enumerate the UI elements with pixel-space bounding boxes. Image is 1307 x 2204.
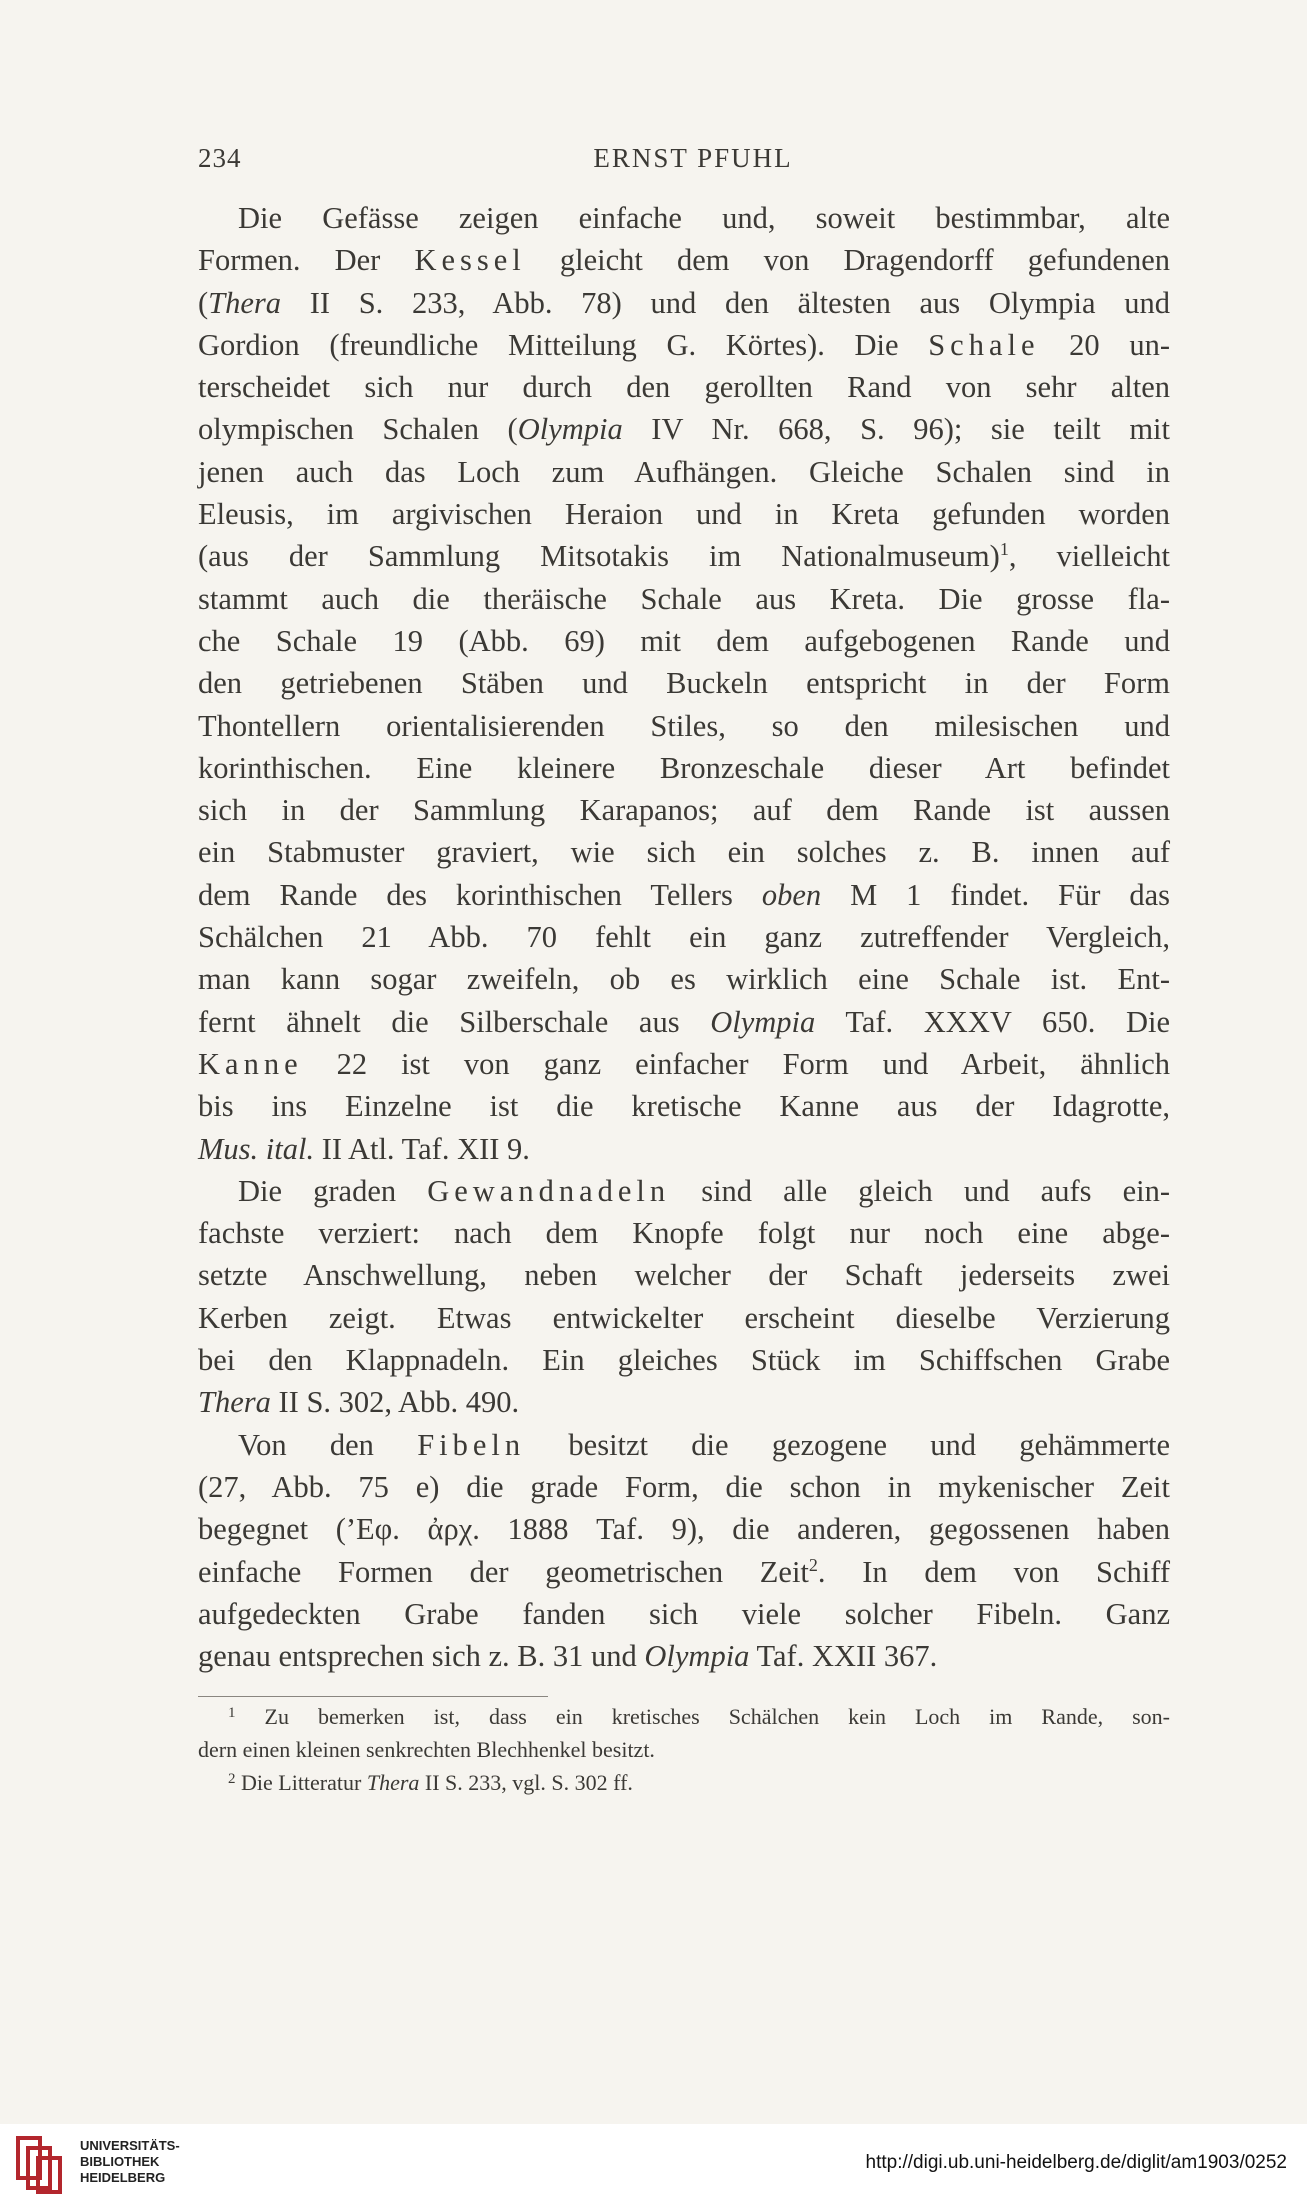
text-line: Eleusis, im argivischen Heraion und in Kreta gefunden worden: [198, 497, 1170, 532]
text-line: den getriebenen Stäben und Buckeln entspricht in der Form: [198, 666, 1170, 701]
text-line: fernt ähnelt die Silberschale aus Olympia Taf. XXXV 650. Die: [198, 1004, 1170, 1039]
running-head: ERNST PFUHL: [593, 143, 793, 173]
text-line: che Schale 19 (Abb. 69) mit dem aufgebogenen Rande und: [198, 623, 1170, 658]
text-line: jenen auch das Loch zum Aufhängen. Gleiche Schalen sind in: [198, 454, 1170, 489]
text-line: setzte Anschwellung, neben welcher der Schaft jederseits zwei: [198, 1258, 1170, 1293]
text-line: Die graden Gewandnadeln sind alle gleich und aufs ein-: [238, 1173, 1170, 1208]
footer-bar: [0, 2124, 1307, 2204]
text-line: begegnet (’Eφ. ἀρχ. 1888 Taf. 9), die anderen, gegossenen haben: [198, 1512, 1170, 1547]
page-number: 234: [198, 143, 242, 173]
library-name: UNIVERSITÄTS- BIBLIOTHEK HEIDELBERG: [80, 2138, 180, 2185]
text-line: aufgedeckten Grabe fanden sich viele solcher Fibeln. Ganz: [198, 1596, 1170, 1631]
text-line: einfache Formen der geometrischen Zeit$^2$. In dem von Schiff: [198, 1554, 1170, 1589]
page-header: [198, 143, 1188, 183]
library-logo-icon: [14, 2134, 66, 2196]
text-line: Kanne 22 ist von ganz einfacher Form und Arbeit, ähnlich: [198, 1046, 1170, 1081]
text-line: (27, Abb. 75 e) die grade Form, die schon in mykenischer Zeit: [198, 1469, 1170, 1504]
text-line: korinthischen. Eine kleinere Bronzeschale dieser Art befindet: [198, 750, 1170, 785]
body-text: [198, 197, 1170, 1677]
text-line: sich in der Sammlung Karapanos; auf dem Rande ist aussen: [198, 793, 1170, 828]
footnote-divider: [198, 1696, 548, 1697]
source-url-link[interactable]: http://digi.ub.uni-heidelberg.de/diglit/am1903/0252: [865, 2152, 1287, 2173]
text-line: terscheidet sich nur durch den gerollten Rand von sehr alten: [198, 370, 1170, 405]
text-line: Kerben zeigt. Etwas entwickelter erscheint dieselbe Verzierung: [198, 1300, 1170, 1335]
footnote-line: $^1$ Zu bemerken ist, dass ein kretisches Schälchen kein Loch im Rande, son-: [228, 1704, 1170, 1729]
text-line: (aus der Sammlung Mitsotakis im Nationalmuseum)$^1$, vielleicht: [198, 539, 1171, 574]
text-line: Die Gefässe zeigen einfache und, soweit bestimmbar, alte: [238, 201, 1170, 235]
text-line: olympischen Schalen (Olympia IV Nr. 668, S. 96); sie teilt mit: [198, 412, 1170, 447]
text-line: Thontellern orientalisierenden Stiles, so den milesischen und: [198, 708, 1170, 743]
footnote-ref: 2: [808, 1554, 818, 1575]
text-line: genau entsprechen sich z. B. 31 und Olympia Taf. XXII 367.: [198, 1639, 938, 1674]
text-line: man kann sogar zweifeln, ob es wirklich eine Schale ist. Ent-: [198, 962, 1170, 997]
footnote-ref: 1: [999, 539, 1009, 560]
text-line: Schälchen 21 Abb. 70 fehlt ein ganz zutreffender Vergleich,: [198, 920, 1170, 955]
text-line: Gordion (freundliche Mitteilung G. Körtes). Die Schale 20 un-: [198, 327, 1170, 362]
text-line: (Thera II S. 233, Abb. 78) und den ältesten aus Olympia und: [198, 285, 1170, 320]
text-line: fachste verziert: nach dem Knopfe folgt nur noch eine abge-: [198, 1216, 1170, 1251]
footnote-line: $^2$ Die Litteratur Thera II S. 233, vgl. S. 302 ff.: [228, 1770, 633, 1795]
text-line: Thera II S. 302, Abb. 490.: [198, 1385, 520, 1420]
text-line: bis ins Einzelne ist die kretische Kanne aus der Idagrotte,: [198, 1089, 1170, 1124]
footnote-line: dern einen kleinen senkrechten Blechhenkel besitzt.: [198, 1737, 655, 1762]
text-line: bei den Klappnadeln. Ein gleiches Stück im Schiffschen Grabe: [198, 1343, 1170, 1378]
text-line: Formen. Der Kessel gleicht dem von Dragendorff gefundenen: [198, 243, 1170, 278]
text-line: Von den Fibeln besitzt die gezogene und gehämmerte: [238, 1427, 1170, 1462]
footnotes: [198, 1700, 1170, 1799]
text-line: Mus. ital. II Atl. Taf. XII 9.: [198, 1131, 530, 1166]
text-line: ein Stabmuster graviert, wie sich ein solches z. B. innen auf: [198, 835, 1170, 870]
text-line: dem Rande des korinthischen Tellers oben M 1 findet. Für das: [198, 877, 1170, 912]
text-line: stammt auch die theräische Schale aus Kreta. Die grosse fla-: [198, 581, 1170, 616]
